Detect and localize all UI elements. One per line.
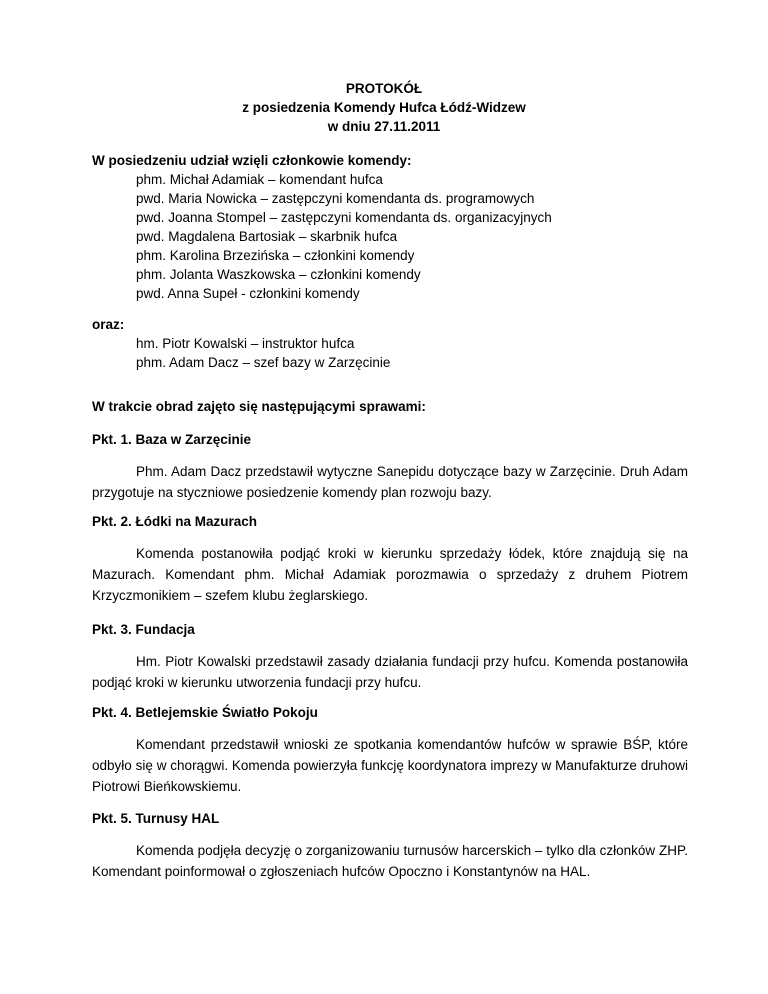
point-heading: Pkt. 1. Baza w Zarzęcinie: [92, 432, 252, 447]
point-2: [92, 512, 688, 606]
point-heading: Pkt. 2. Łódki na Mazurach: [92, 514, 258, 529]
guests-label: oraz:: [92, 317, 125, 332]
list-item: pwd. Joanna Stompel – zastępczyni komendanta ds. organizacyjnych: [136, 210, 552, 225]
list-item: hm. Piotr Kowalski – instruktor hufca: [136, 336, 355, 351]
document-date: w dniu 27.11.2011: [327, 119, 441, 134]
attendees-section: [92, 151, 688, 303]
point-heading: Pkt. 4. Betlejemskie Światło Pokoju: [92, 705, 318, 720]
point-text: Phm. Adam Dacz przedstawił wytyczne Sanepidu dotyczące bazy w Zarzęcinie. Druh Adam przygotuje na styczniowe posiedzenie komendy plan rozwoju bazy.: [92, 464, 688, 500]
attendees-heading: W posiedzeniu udział wzięli członkowie komendy:: [92, 153, 412, 168]
agenda-heading: W trakcie obrad zajęto się następującymi sprawami:: [92, 399, 426, 414]
point-text: Hm. Piotr Kowalski przedstawił zasady działania fundacji przy hufcu. Komenda postanowiła podjąć kroki w kierunku utworzenia fundacji przy hufcu.: [92, 654, 688, 690]
list-item: phm. Jolanta Waszkowska – członkini komendy: [136, 267, 421, 282]
list-item: phm. Karolina Brzezińska – członkini komendy: [136, 248, 415, 263]
point-text: Komenda podjęła decyzję o zorganizowaniu turnusów harcerskich – tylko dla członków ZHP. Komendant poinformował o zgłoszeniach hufców Opoczno i Konstantynów na HAL.: [92, 843, 688, 879]
point-1: [92, 430, 688, 503]
point-4: [92, 703, 688, 797]
members-list: [136, 170, 688, 303]
document-subtitle: z posiedzenia Komendy Hufca Łódź-Widzew: [242, 100, 526, 115]
point-text: Komendant przedstawił wnioski ze spotkania komendantów hufców w sprawie BŚP, które odbyło się w chorągwi. Komenda powierzyła funkcję koordynatora imprezy w Manufakturze druhowi Piotrowi Bieńkowskiemu.: [92, 737, 688, 794]
list-item: pwd. Anna Supeł - członkini komendy: [136, 286, 360, 301]
point-3: [92, 620, 688, 693]
document-header: [0, 79, 768, 136]
document-title: PROTOKÓŁ: [345, 81, 423, 96]
point-5: [92, 809, 688, 882]
list-item: phm. Adam Dacz – szef bazy w Zarzęcinie: [136, 355, 391, 370]
point-heading: Pkt. 3. Fundacja: [92, 622, 195, 637]
list-item: phm. Michał Adamiak – komendant hufca: [136, 172, 383, 187]
point-text: Komenda postanowiła podjąć kroki w kierunku sprzedaży łódek, które znajdują się na Mazurach. Komendant phm. Michał Adamiak porozmawia o sprzedaży z druhem Piotrem Krzyczmonikiem – szefem klubu żeglarskiego.: [92, 546, 688, 603]
point-heading: Pkt. 5. Turnusy HAL: [92, 811, 220, 826]
list-item: pwd. Maria Nowicka – zastępczyni komendanta ds. programowych: [136, 191, 535, 206]
guests-section: [92, 315, 688, 372]
list-item: pwd. Magdalena Bartosiak – skarbnik hufca: [136, 229, 398, 244]
guests-list: [136, 334, 688, 372]
